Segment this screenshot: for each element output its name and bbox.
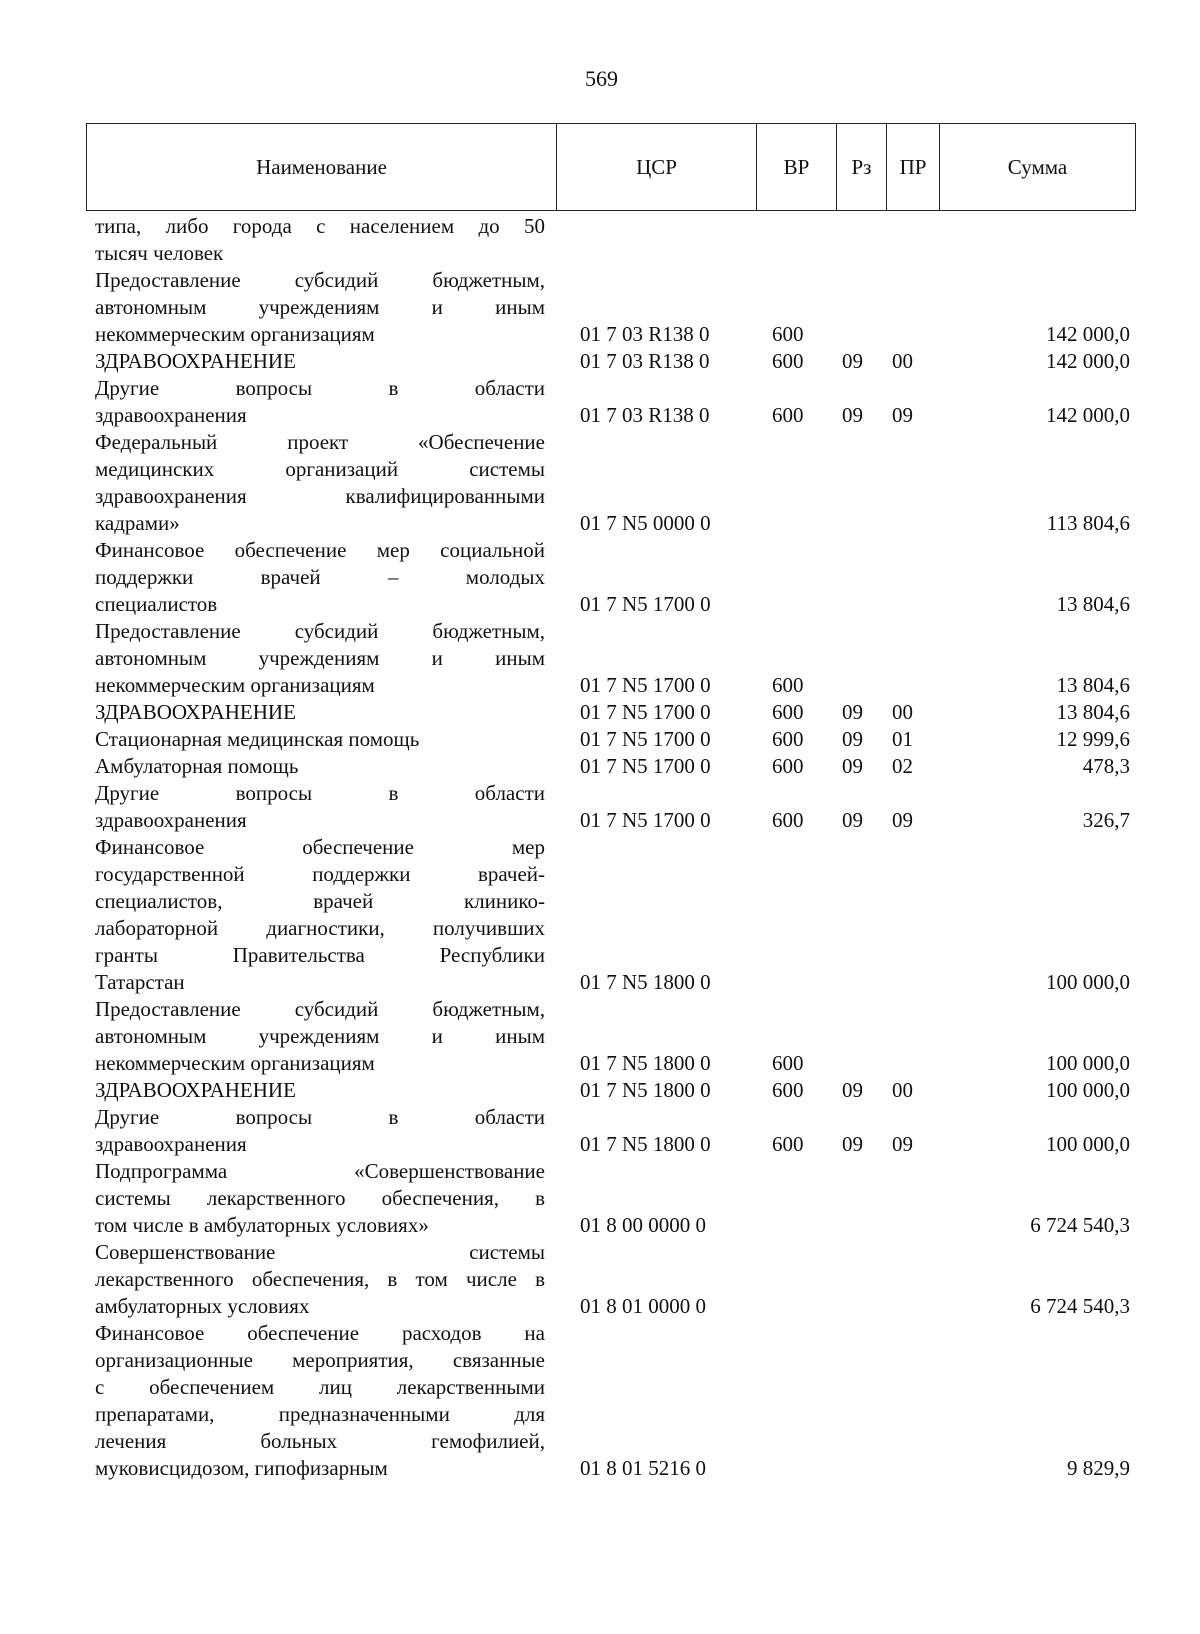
row-pr: 02 [892, 754, 913, 778]
row-pr: 09 [892, 808, 913, 832]
row-csr: 01 7 N5 1800 0 [580, 1132, 711, 1156]
table-row [95, 537, 1130, 618]
row-sum: 100 000,0 [1046, 1132, 1130, 1156]
row-sum: 13 804,6 [1056, 700, 1130, 724]
row-name-line: здравоохранения [95, 1132, 247, 1156]
row-name [95, 1320, 545, 1482]
row-name [95, 348, 545, 375]
row-csr: 01 7 N5 1700 0 [580, 673, 711, 697]
row-name-line: Финансовое обеспечение расходов на [95, 1321, 545, 1345]
row-name-line: амбулаторных условиях [95, 1294, 310, 1318]
table-row [95, 1158, 1130, 1239]
table-row [95, 1320, 1130, 1482]
row-csr: 01 7 03 R138 0 [580, 349, 710, 373]
table-header [86, 123, 1136, 211]
header-name: Наименование [87, 124, 557, 210]
row-name-line: гранты Правительства Республики [95, 943, 545, 967]
table-row [95, 1104, 1130, 1158]
row-sum: 12 999,6 [1056, 727, 1130, 751]
table-row [95, 1239, 1130, 1320]
table-row [95, 780, 1130, 834]
row-name [95, 834, 545, 996]
row-name-line: здравоохранения [95, 403, 247, 427]
row-name-line: автономным учреждениям и иным [95, 1024, 545, 1048]
row-name-line: лечения больных гемофилией, [95, 1429, 545, 1453]
row-sum: 326,7 [1082, 808, 1130, 832]
row-name-line: Стационарная медицинская помощь [95, 727, 420, 751]
row-csr: 01 7 N5 1700 0 [580, 592, 711, 616]
row-csr: 01 8 01 5216 0 [580, 1456, 706, 1480]
row-name-line: Амбулаторная помощь [95, 754, 299, 778]
table-row [95, 618, 1130, 699]
row-sum: 13 804,6 [1056, 673, 1130, 697]
row-pr: 01 [892, 727, 913, 751]
row-name-line: медицинских организаций системы [95, 457, 545, 481]
table-body [95, 213, 1130, 1482]
table-row [95, 996, 1130, 1077]
row-name-line: лекарственного обеспечения, в том числе в [95, 1267, 545, 1291]
table-row [95, 699, 1130, 726]
row-name [95, 726, 545, 753]
row-name [95, 1239, 545, 1320]
row-name-line: кадрами» [95, 511, 180, 535]
row-csr: 01 7 N5 1700 0 [580, 754, 711, 778]
row-pr: 00 [892, 700, 913, 724]
row-name-line: специалистов, врачей клинико- [95, 889, 545, 913]
row-name [95, 213, 545, 267]
page-number: 569 [585, 66, 618, 91]
row-vr: 600 [772, 727, 804, 751]
row-name-line: Подпрограмма «Совершенствование [95, 1159, 545, 1183]
row-name [95, 753, 545, 780]
row-rz: 09 [842, 403, 863, 427]
row-name-line: Федеральный проект «Обеспечение [95, 430, 545, 454]
row-name [95, 699, 545, 726]
row-name-line: организационные мероприятия, связанные [95, 1348, 545, 1372]
row-sum: 6 724 540,3 [1030, 1294, 1130, 1318]
row-rz: 09 [842, 349, 863, 373]
row-sum: 142 000,0 [1046, 403, 1130, 427]
row-name [95, 618, 545, 699]
row-csr: 01 7 N5 1700 0 [580, 808, 711, 832]
row-sum: 100 000,0 [1046, 970, 1130, 994]
row-csr: 01 8 01 0000 0 [580, 1294, 706, 1318]
row-name-line: с обеспечением лиц лекарственными [95, 1375, 545, 1399]
row-pr: 09 [892, 1132, 913, 1156]
header-csr: ЦСР [557, 124, 757, 210]
row-name [95, 537, 545, 618]
row-csr: 01 7 N5 1700 0 [580, 700, 711, 724]
row-csr: 01 7 N5 1800 0 [580, 1078, 711, 1102]
row-csr: 01 7 N5 1700 0 [580, 727, 711, 751]
row-name-line: поддержки врачей – молодых [95, 565, 545, 589]
row-name-line: некоммерческим организациям [95, 1051, 375, 1075]
row-name-line: ЗДРАВООХРАНЕНИЕ [95, 700, 296, 724]
row-sum: 142 000,0 [1046, 322, 1130, 346]
row-name-line: системы лекарственного обеспечения, в [95, 1186, 545, 1210]
table-row [95, 375, 1130, 429]
row-vr: 600 [772, 808, 804, 832]
row-name-line: препаратами, предназначенными для [95, 1402, 545, 1426]
table-row [95, 213, 1130, 267]
row-sum: 113 804,6 [1046, 511, 1130, 535]
row-name-line: том числе в амбулаторных условиях» [95, 1213, 429, 1237]
row-csr: 01 7 03 R138 0 [580, 322, 710, 346]
table-row [95, 348, 1130, 375]
row-name-line: Другие вопросы в области [95, 376, 545, 400]
row-name-line: Совершенствование системы [95, 1240, 545, 1264]
row-name [95, 1077, 545, 1104]
row-vr: 600 [772, 700, 804, 724]
row-csr: 01 7 N5 0000 0 [580, 511, 711, 535]
row-name-line: автономным учреждениям и иным [95, 295, 545, 319]
row-pr: 00 [892, 349, 913, 373]
row-name-line: Другие вопросы в области [95, 781, 545, 805]
row-sum: 9 829,9 [1067, 1456, 1130, 1480]
row-sum: 100 000,0 [1046, 1078, 1130, 1102]
table-row [95, 1077, 1130, 1104]
row-name-line: здравоохранения квалифицированными [95, 484, 545, 508]
row-name [95, 429, 545, 537]
row-name-line: Предоставление субсидий бюджетным, [95, 619, 545, 643]
row-sum: 142 000,0 [1046, 349, 1130, 373]
row-name-line: тысяч человек [95, 241, 224, 265]
row-sum: 6 724 540,3 [1030, 1213, 1130, 1237]
row-vr: 600 [772, 1051, 804, 1075]
row-name-line: ЗДРАВООХРАНЕНИЕ [95, 1078, 296, 1102]
row-name-line: Предоставление субсидий бюджетным, [95, 997, 545, 1021]
row-name-line: ЗДРАВООХРАНЕНИЕ [95, 349, 296, 373]
table-row [95, 753, 1130, 780]
row-pr: 09 [892, 403, 913, 427]
row-vr: 600 [772, 673, 804, 697]
row-name-line: некоммерческим организациям [95, 322, 375, 346]
row-vr: 600 [772, 1132, 804, 1156]
row-sum: 478,3 [1082, 754, 1130, 778]
row-rz: 09 [842, 1132, 863, 1156]
row-name-line: некоммерческим организациям [95, 673, 375, 697]
row-csr: 01 7 N5 1800 0 [580, 970, 711, 994]
row-name-line: государственной поддержки врачей- [95, 862, 545, 886]
row-name-line: Финансовое обеспечение мер социальной [95, 538, 545, 562]
row-sum: 100 000,0 [1046, 1051, 1130, 1075]
row-vr: 600 [772, 322, 804, 346]
table-row [95, 267, 1130, 348]
row-name-line: типа, либо города с населением до 50 [95, 214, 545, 238]
row-name [95, 1104, 545, 1158]
row-name-line: специалистов [95, 592, 218, 616]
header-sum: Сумма [1007, 154, 1068, 179]
row-name-line: Финансовое обеспечение мер [95, 835, 545, 859]
row-name-line: муковисцидозом, гипофизарным [95, 1456, 388, 1480]
row-name [95, 267, 545, 348]
row-vr: 600 [772, 1078, 804, 1102]
header-rz: Рз [837, 124, 887, 210]
table-row [95, 726, 1130, 753]
row-name-line: Татарстан [95, 970, 185, 994]
header-vr: ВР [757, 124, 837, 210]
row-name [95, 375, 545, 429]
row-vr: 600 [772, 403, 804, 427]
row-name [95, 780, 545, 834]
row-rz: 09 [842, 727, 863, 751]
row-name-line: Предоставление субсидий бюджетным, [95, 268, 545, 292]
row-csr: 01 7 N5 1800 0 [580, 1051, 711, 1075]
row-name-line: Другие вопросы в области [95, 1105, 545, 1129]
row-csr: 01 8 00 0000 0 [580, 1213, 706, 1237]
row-rz: 09 [842, 1078, 863, 1102]
row-rz: 09 [842, 808, 863, 832]
row-name-line: здравоохранения [95, 808, 247, 832]
row-name [95, 996, 545, 1077]
row-pr: 00 [892, 1078, 913, 1102]
table-row [95, 834, 1130, 996]
header-pr: ПР [887, 124, 940, 210]
row-name [95, 1158, 545, 1239]
row-csr: 01 7 03 R138 0 [580, 403, 710, 427]
row-vr: 600 [772, 754, 804, 778]
row-name-line: лабораторной диагностики, получивших [95, 916, 545, 940]
row-sum: 13 804,6 [1056, 592, 1130, 616]
row-rz: 09 [842, 754, 863, 778]
table-row [95, 429, 1130, 537]
row-rz: 09 [842, 700, 863, 724]
row-vr: 600 [772, 349, 804, 373]
row-name-line: автономным учреждениям и иным [95, 646, 545, 670]
